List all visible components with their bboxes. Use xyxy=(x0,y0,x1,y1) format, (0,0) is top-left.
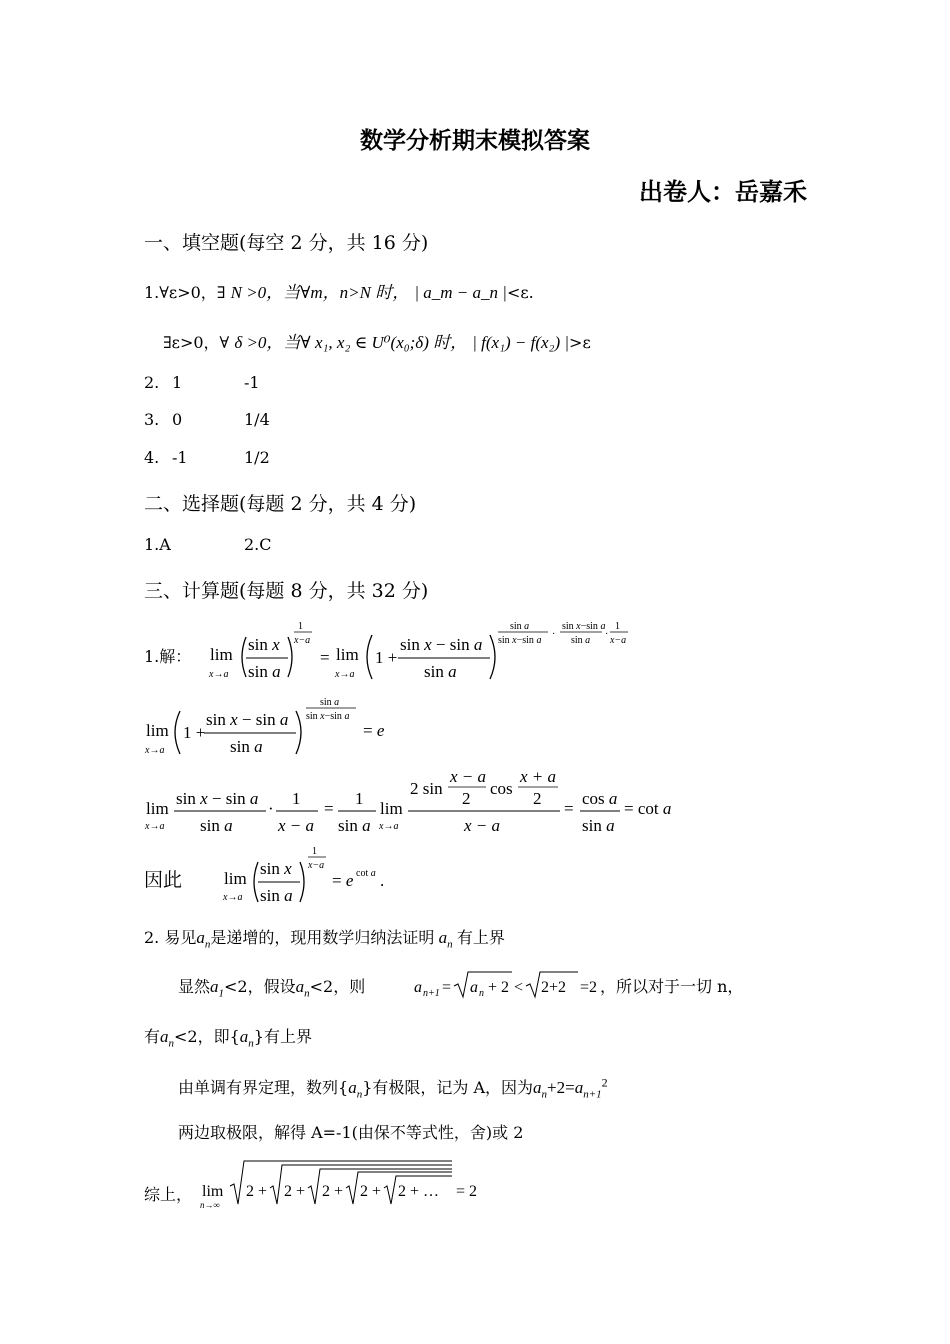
q2-line1-b: 是递增的，现用数学归纳法证明 xyxy=(210,928,435,947)
svg-text:lim: lim xyxy=(380,799,403,818)
section2-answer-2: 2.C xyxy=(244,535,272,554)
svg-text:x→a: x→a xyxy=(145,745,165,756)
svg-text:cot a: cot a xyxy=(356,868,376,879)
svg-text:= e: = e xyxy=(332,871,354,890)
q2-line2-d: ，所以对于一切 n， xyxy=(600,977,744,996)
svg-text:<: < xyxy=(514,979,524,996)
svg-text:sin a: sin a xyxy=(260,886,293,905)
answer-b: 1/2 xyxy=(244,448,270,467)
svg-text:=2: =2 xyxy=(580,979,598,996)
svg-text:n→∞: n→∞ xyxy=(200,1200,220,1210)
answer-row xyxy=(144,448,270,467)
q1-line2-expr: | f(x₁) − f(x₂) | xyxy=(472,333,570,352)
q2-line2-a: 显然 xyxy=(178,977,211,996)
q2-line2: 显然$a_1<2$，假设$a_n<2$，则 xyxy=(178,977,366,1000)
svg-text:x→a: x→a xyxy=(209,669,229,680)
answer-num: 4. xyxy=(144,448,160,467)
svg-text:x − a: x − a xyxy=(278,816,315,835)
equation-induction-step xyxy=(410,968,610,1002)
q2-line3: 有$a_n<2$，即$\{a_n\}$有上界 xyxy=(144,1027,312,1050)
therefore-label: 因此 xyxy=(144,869,183,891)
svg-text:sin a: sin a xyxy=(424,662,457,681)
svg-text:x − a: x − a xyxy=(464,816,501,835)
svg-text:x→a: x→a xyxy=(379,821,399,832)
svg-text:2 +: 2 + xyxy=(360,1183,382,1200)
svg-text:2 +: 2 + xyxy=(246,1183,268,1200)
svg-text:= cot a: = cot a xyxy=(624,799,672,818)
q2-line4: 由单调有界定理，数列$\{a_n\}$有极限，记为 A，因为$a_n+2=a_{n+1}^2$ xyxy=(178,1075,608,1101)
svg-text:x−a: x−a xyxy=(610,635,627,646)
equation-limit-rewrite xyxy=(200,615,640,690)
q2-line2-c: <2，则 xyxy=(309,977,366,996)
q1-line1-expr: | a_m − a_n | xyxy=(414,283,507,302)
svg-text:=: = xyxy=(320,648,330,667)
svg-text:sin a: sin a xyxy=(320,697,340,708)
svg-text:sin x−sin a: sin x−sin a xyxy=(306,711,350,722)
q1-line1-suffix: <ε. xyxy=(506,283,534,302)
answer-a: 1 xyxy=(172,373,183,392)
svg-text:1: 1 xyxy=(615,621,620,632)
svg-text:sin x: sin x xyxy=(248,635,280,654)
page-title: 数学分析期末模拟答案 xyxy=(360,128,590,154)
equation-exponent-limit xyxy=(140,762,700,842)
svg-text:sin a: sin a xyxy=(248,662,281,681)
svg-text:lim: lim xyxy=(224,869,247,888)
q1-line1 xyxy=(144,278,534,303)
q1-line2-prefix: ∃ε>0，∀ xyxy=(163,333,230,352)
svg-text:·: · xyxy=(552,629,556,640)
svg-text:a: a xyxy=(414,979,422,996)
svg-text:= e: = e xyxy=(363,721,385,740)
svg-text:.: . xyxy=(380,871,385,890)
svg-text:1 +: 1 + xyxy=(375,648,398,667)
equation-nested-radical xyxy=(198,1158,498,1210)
q2-line1-c: 有上界 xyxy=(456,928,505,947)
q1-line2-delta: δ >0，当∀ x₁, x₂ ∈ U⁰(x₀;δ) 时， xyxy=(234,333,468,352)
answer-row xyxy=(144,410,270,429)
svg-text:cos a: cos a xyxy=(582,789,618,808)
svg-text:= 2: = 2 xyxy=(456,1183,478,1200)
svg-text:sin a: sin a xyxy=(200,816,233,835)
svg-text:x + a: x + a xyxy=(520,767,557,786)
answer-num: 3. xyxy=(144,410,160,429)
svg-text:x→a: x→a xyxy=(223,892,243,903)
svg-text:sin a: sin a xyxy=(510,621,530,632)
answer-a: 0 xyxy=(172,410,183,429)
svg-text:2+2: 2+2 xyxy=(541,979,567,996)
section2-heading: 二、选择题(每题 2 分，共 4 分) xyxy=(144,493,417,515)
q2-line3-a: 有 xyxy=(144,1027,161,1046)
answer-b: -1 xyxy=(244,373,260,392)
svg-text:x→a: x→a xyxy=(145,821,165,832)
q2-line3-b: <2，即{ xyxy=(174,1027,240,1046)
svg-text:sin a: sin a xyxy=(338,816,371,835)
svg-text:lim: lim xyxy=(202,1183,224,1200)
svg-text:x→a: x→a xyxy=(335,669,355,680)
svg-text:sin x − sin a: sin x − sin a xyxy=(206,710,289,729)
svg-text:lim: lim xyxy=(210,645,233,664)
svg-text:sin x−sin a: sin x−sin a xyxy=(498,635,542,646)
svg-text:cos: cos xyxy=(490,779,513,798)
q1-line1-n: N >0，当∀m，n>N 时， xyxy=(230,283,410,302)
svg-text:1: 1 xyxy=(355,789,364,808)
q2-line4-b: }有极限，记为 A，因为 xyxy=(362,1078,534,1097)
svg-text:x−a: x−a xyxy=(294,635,311,646)
svg-text:1: 1 xyxy=(298,621,303,632)
svg-text:n: n xyxy=(479,988,484,999)
q1-line2-suffix: >ε xyxy=(569,333,591,352)
q3-1-label: 1.解： xyxy=(144,647,192,666)
svg-text:lim: lim xyxy=(336,645,359,664)
q2-line4-a: 由单调有界定理，数列{ xyxy=(178,1078,349,1097)
svg-text:sin x − sin a: sin x − sin a xyxy=(176,789,259,808)
svg-text:lim: lim xyxy=(146,799,169,818)
svg-text:2 sin: 2 sin xyxy=(410,779,443,798)
q2-line1: 2. 易见$a_n$是递增的，现用数学归纳法证明 $a_n$ 有上界 xyxy=(144,928,505,951)
q2-line6: 综上， xyxy=(144,1185,193,1204)
svg-text:=: = xyxy=(564,799,574,818)
svg-text:·: · xyxy=(268,799,274,818)
svg-text:sin x: sin x xyxy=(260,859,292,878)
q1-line1-prefix: 1.∀ε>0，∃ xyxy=(144,283,226,302)
svg-text:x−a: x−a xyxy=(308,860,325,871)
section2-answer-1: 1.A xyxy=(144,535,171,554)
svg-text:2 +: 2 + xyxy=(322,1183,344,1200)
svg-text:·: · xyxy=(605,629,609,640)
q1-line2 xyxy=(163,328,591,353)
svg-text:1: 1 xyxy=(292,789,301,808)
svg-text:a: a xyxy=(470,979,478,996)
svg-text:2: 2 xyxy=(462,789,471,808)
svg-text:lim: lim xyxy=(146,721,169,740)
q2-line5: 两边取极限，解得 A=-1(由保不等式性，舍)或 2 xyxy=(178,1123,524,1142)
equation-final-result xyxy=(220,842,420,908)
svg-text:x − a: x − a xyxy=(450,767,487,786)
svg-text:sin x − sin a: sin x − sin a xyxy=(400,635,483,654)
section3-heading: 三、计算题(每题 8 分，共 32 分) xyxy=(144,580,429,602)
answer-num: 2. xyxy=(144,373,160,392)
answer-b: 1/4 xyxy=(244,410,270,429)
svg-text:2 + …: 2 + … xyxy=(398,1183,440,1200)
svg-text:sin x−sin a: sin x−sin a xyxy=(562,621,606,632)
author-line: 出卷人：岳嘉禾 xyxy=(639,178,807,206)
svg-text:2: 2 xyxy=(533,789,542,808)
q2-line3-c: }有上界 xyxy=(253,1027,312,1046)
svg-text:=: = xyxy=(442,979,452,996)
answer-a: -1 xyxy=(172,448,188,467)
svg-text:1 +: 1 + xyxy=(183,723,206,742)
svg-text:sin a: sin a xyxy=(571,635,591,646)
section1-heading: 一、填空题(每空 2 分，共 16 分) xyxy=(144,232,429,254)
answer-row xyxy=(144,373,260,392)
svg-text:2 +: 2 + xyxy=(284,1183,306,1200)
q2-line2-b: <2，假设 xyxy=(224,977,296,996)
svg-text:=: = xyxy=(324,799,334,818)
svg-text:+ 2: + 2 xyxy=(488,979,510,996)
equation-e-limit xyxy=(140,692,400,764)
svg-text:sin a: sin a xyxy=(582,816,615,835)
svg-text:1: 1 xyxy=(312,846,317,857)
svg-text:sin a: sin a xyxy=(230,737,263,756)
svg-text:n+1: n+1 xyxy=(423,988,440,999)
q2-line1-a: 2. 易见 xyxy=(144,928,197,947)
